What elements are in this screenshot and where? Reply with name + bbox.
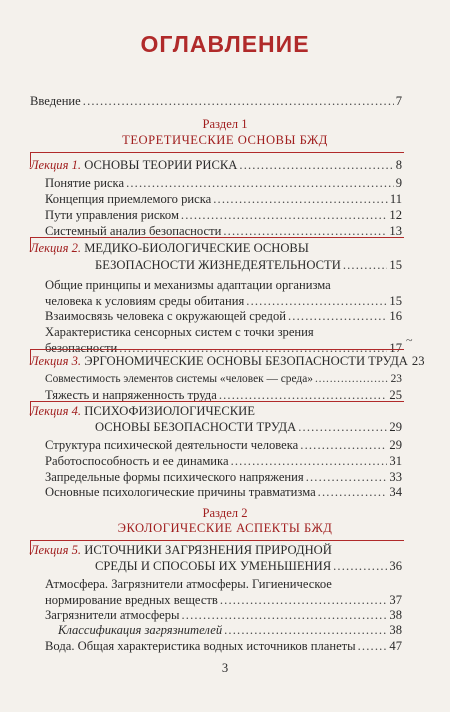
toc-item[interactable] — [45, 485, 402, 499]
lecture-number: Лекция 4. — [30, 404, 82, 418]
toc-page: 17 — [389, 341, 402, 355]
lecture-number: Лекция 1. — [30, 158, 82, 172]
margin-mark: ~ — [406, 333, 413, 347]
toc-item[interactable] — [45, 608, 402, 622]
toc-page: 15 — [389, 258, 402, 272]
toc-item[interactable] — [45, 208, 402, 222]
toc-page: 33 — [389, 470, 402, 484]
section-2-label: Раздел 2 — [202, 506, 248, 520]
lecture-number: Лекция 5. — [30, 543, 82, 557]
lecture-title: ОСНОВЫ ТЕОРИИ РИСКА — [84, 158, 238, 172]
section-1-title: ТЕОРЕТИЧЕСКИЕ ОСНОВЫ БЖД — [122, 133, 328, 147]
lecture-title: ИСТОЧНИКИ ЗАГРЯЗНЕНИЯ ПРИРОДНОЙ — [84, 543, 332, 557]
toc-item-text: Понятие риска — [45, 176, 125, 190]
toc-page: 11 — [389, 192, 402, 206]
toc-page: 37 — [389, 593, 402, 607]
toc-page: 12 — [389, 208, 402, 222]
toc-page: 9 — [395, 176, 402, 190]
toc-item[interactable] — [45, 341, 402, 355]
toc-item-text: Концепция приемлемого риска — [45, 192, 212, 206]
lecture-title: СРЕДЫ И СПОСОБЫ ИХ УМЕНЬШЕНИЯ — [95, 559, 332, 573]
lecture-divider — [30, 540, 404, 541]
page-title: ОГЛАВЛЕНИЕ — [140, 31, 310, 57]
toc-item[interactable] — [45, 224, 402, 238]
toc-item-text: Основные психологические причины травматизма — [45, 485, 316, 499]
toc-item-text[interactable]: Атмосфера. Загрязнители атмосферы. Гигиеническое — [45, 577, 332, 591]
toc-item[interactable] — [45, 192, 402, 206]
lecture-divider — [30, 401, 404, 402]
toc-page: 29 — [389, 438, 402, 452]
lecture-number: Лекция 3. — [30, 354, 82, 368]
toc-page: 34 — [389, 485, 402, 499]
toc-item-text: Структура психической деятельности человека — [45, 438, 299, 452]
section-2-title: ЭКОЛОГИЧЕСКИЕ АСПЕКТЫ БЖД — [117, 521, 333, 535]
toc-lecture-4-title-line1[interactable] — [30, 404, 255, 418]
toc-lecture-5-title-line1[interactable] — [30, 543, 332, 557]
toc-item-text: Системный анализ безопасности — [45, 224, 222, 238]
toc-item[interactable] — [45, 309, 402, 323]
toc-entry-intro[interactable] — [30, 94, 402, 108]
toc-page: 23 — [390, 373, 402, 385]
toc-item[interactable] — [45, 438, 402, 452]
toc-page: 23 — [411, 354, 425, 368]
toc-page: 7 — [395, 94, 402, 108]
toc-item-text: Классификация загрязнителей — [58, 623, 223, 637]
toc-page: 8 — [395, 158, 402, 172]
toc-item-text: Пути управления риском — [45, 208, 179, 222]
toc-item-text[interactable]: Общие принципы и механизмы адаптации организма — [45, 278, 331, 292]
toc-page: 16 — [389, 309, 402, 323]
toc-item-text: нормирование вредных веществ — [45, 593, 218, 607]
toc-item[interactable] — [45, 294, 402, 308]
toc-page: 15 — [389, 294, 402, 308]
toc-lecture-3[interactable] — [30, 354, 425, 368]
toc-lecture-1[interactable] — [30, 158, 402, 172]
toc-page: 38 — [389, 608, 402, 622]
toc-entry-text: Введение — [30, 94, 81, 108]
toc-lecture-2-title-line1[interactable] — [30, 241, 309, 255]
lecture-divider — [30, 237, 404, 238]
toc-item[interactable] — [45, 639, 402, 653]
toc-item[interactable] — [45, 470, 402, 484]
toc-item-text: Взаимосвязь человека с окружающей средой — [45, 309, 286, 323]
toc-item-text: безопасности — [45, 341, 118, 355]
toc-item[interactable] — [45, 454, 402, 468]
page-number: 3 — [221, 661, 229, 675]
toc-item[interactable] — [45, 388, 402, 402]
toc-page: 13 — [389, 224, 402, 238]
toc-item-text: Тяжесть и напряженность труда — [45, 388, 217, 402]
section-1-label: Раздел 1 — [202, 117, 248, 131]
toc-page: 47 — [389, 639, 402, 653]
toc-page: 31 — [389, 454, 402, 468]
lecture-title: ПСИХОФИЗИОЛОГИЧЕСКИЕ — [84, 404, 255, 418]
toc-item[interactable] — [45, 593, 402, 607]
toc-lecture-5[interactable] — [95, 559, 402, 573]
toc-page: 38 — [389, 623, 402, 637]
toc-item-text: человека к условиям среды обитания — [45, 294, 245, 308]
toc-page: 29 — [389, 420, 402, 434]
toc-item-text[interactable]: Характеристика сенсорных систем с точки зрения — [45, 325, 314, 339]
toc-item[interactable] — [45, 176, 402, 190]
toc-lecture-4[interactable] — [95, 420, 402, 434]
lecture-title: ЭРГОНОМИЧЕСКИЕ ОСНОВЫ БЕЗОПАСНОСТИ ТРУДА — [84, 354, 408, 368]
toc-page: 25 — [389, 388, 402, 402]
toc-item-text: Запредельные формы психического напряжения — [45, 470, 304, 484]
toc-item[interactable] — [58, 623, 402, 637]
lecture-divider — [30, 349, 404, 350]
lecture-title: МЕДИКО-БИОЛОГИЧЕСКИЕ ОСНОВЫ — [84, 241, 309, 255]
toc-page: 36 — [389, 559, 402, 573]
toc-item-text: Вода. Общая характеристика водных источников планеты — [45, 639, 356, 653]
lecture-divider — [30, 152, 404, 153]
toc-item-text: Работоспособность и ее динамика — [45, 454, 229, 468]
toc-lecture-2[interactable] — [95, 258, 402, 272]
toc-item-text: Совместимость элементов системы «человек — среда» — [45, 373, 313, 385]
lecture-number: Лекция 2. — [30, 241, 82, 255]
lecture-title: БЕЗОПАСНОСТИ ЖИЗНЕДЕЯТЕЛЬНОСТИ — [95, 258, 341, 272]
lecture-title: ОСНОВЫ БЕЗОПАСНОСТИ ТРУДА — [95, 420, 297, 434]
toc-item-text: Загрязнители атмосферы — [45, 608, 180, 622]
toc-item[interactable] — [45, 372, 402, 386]
